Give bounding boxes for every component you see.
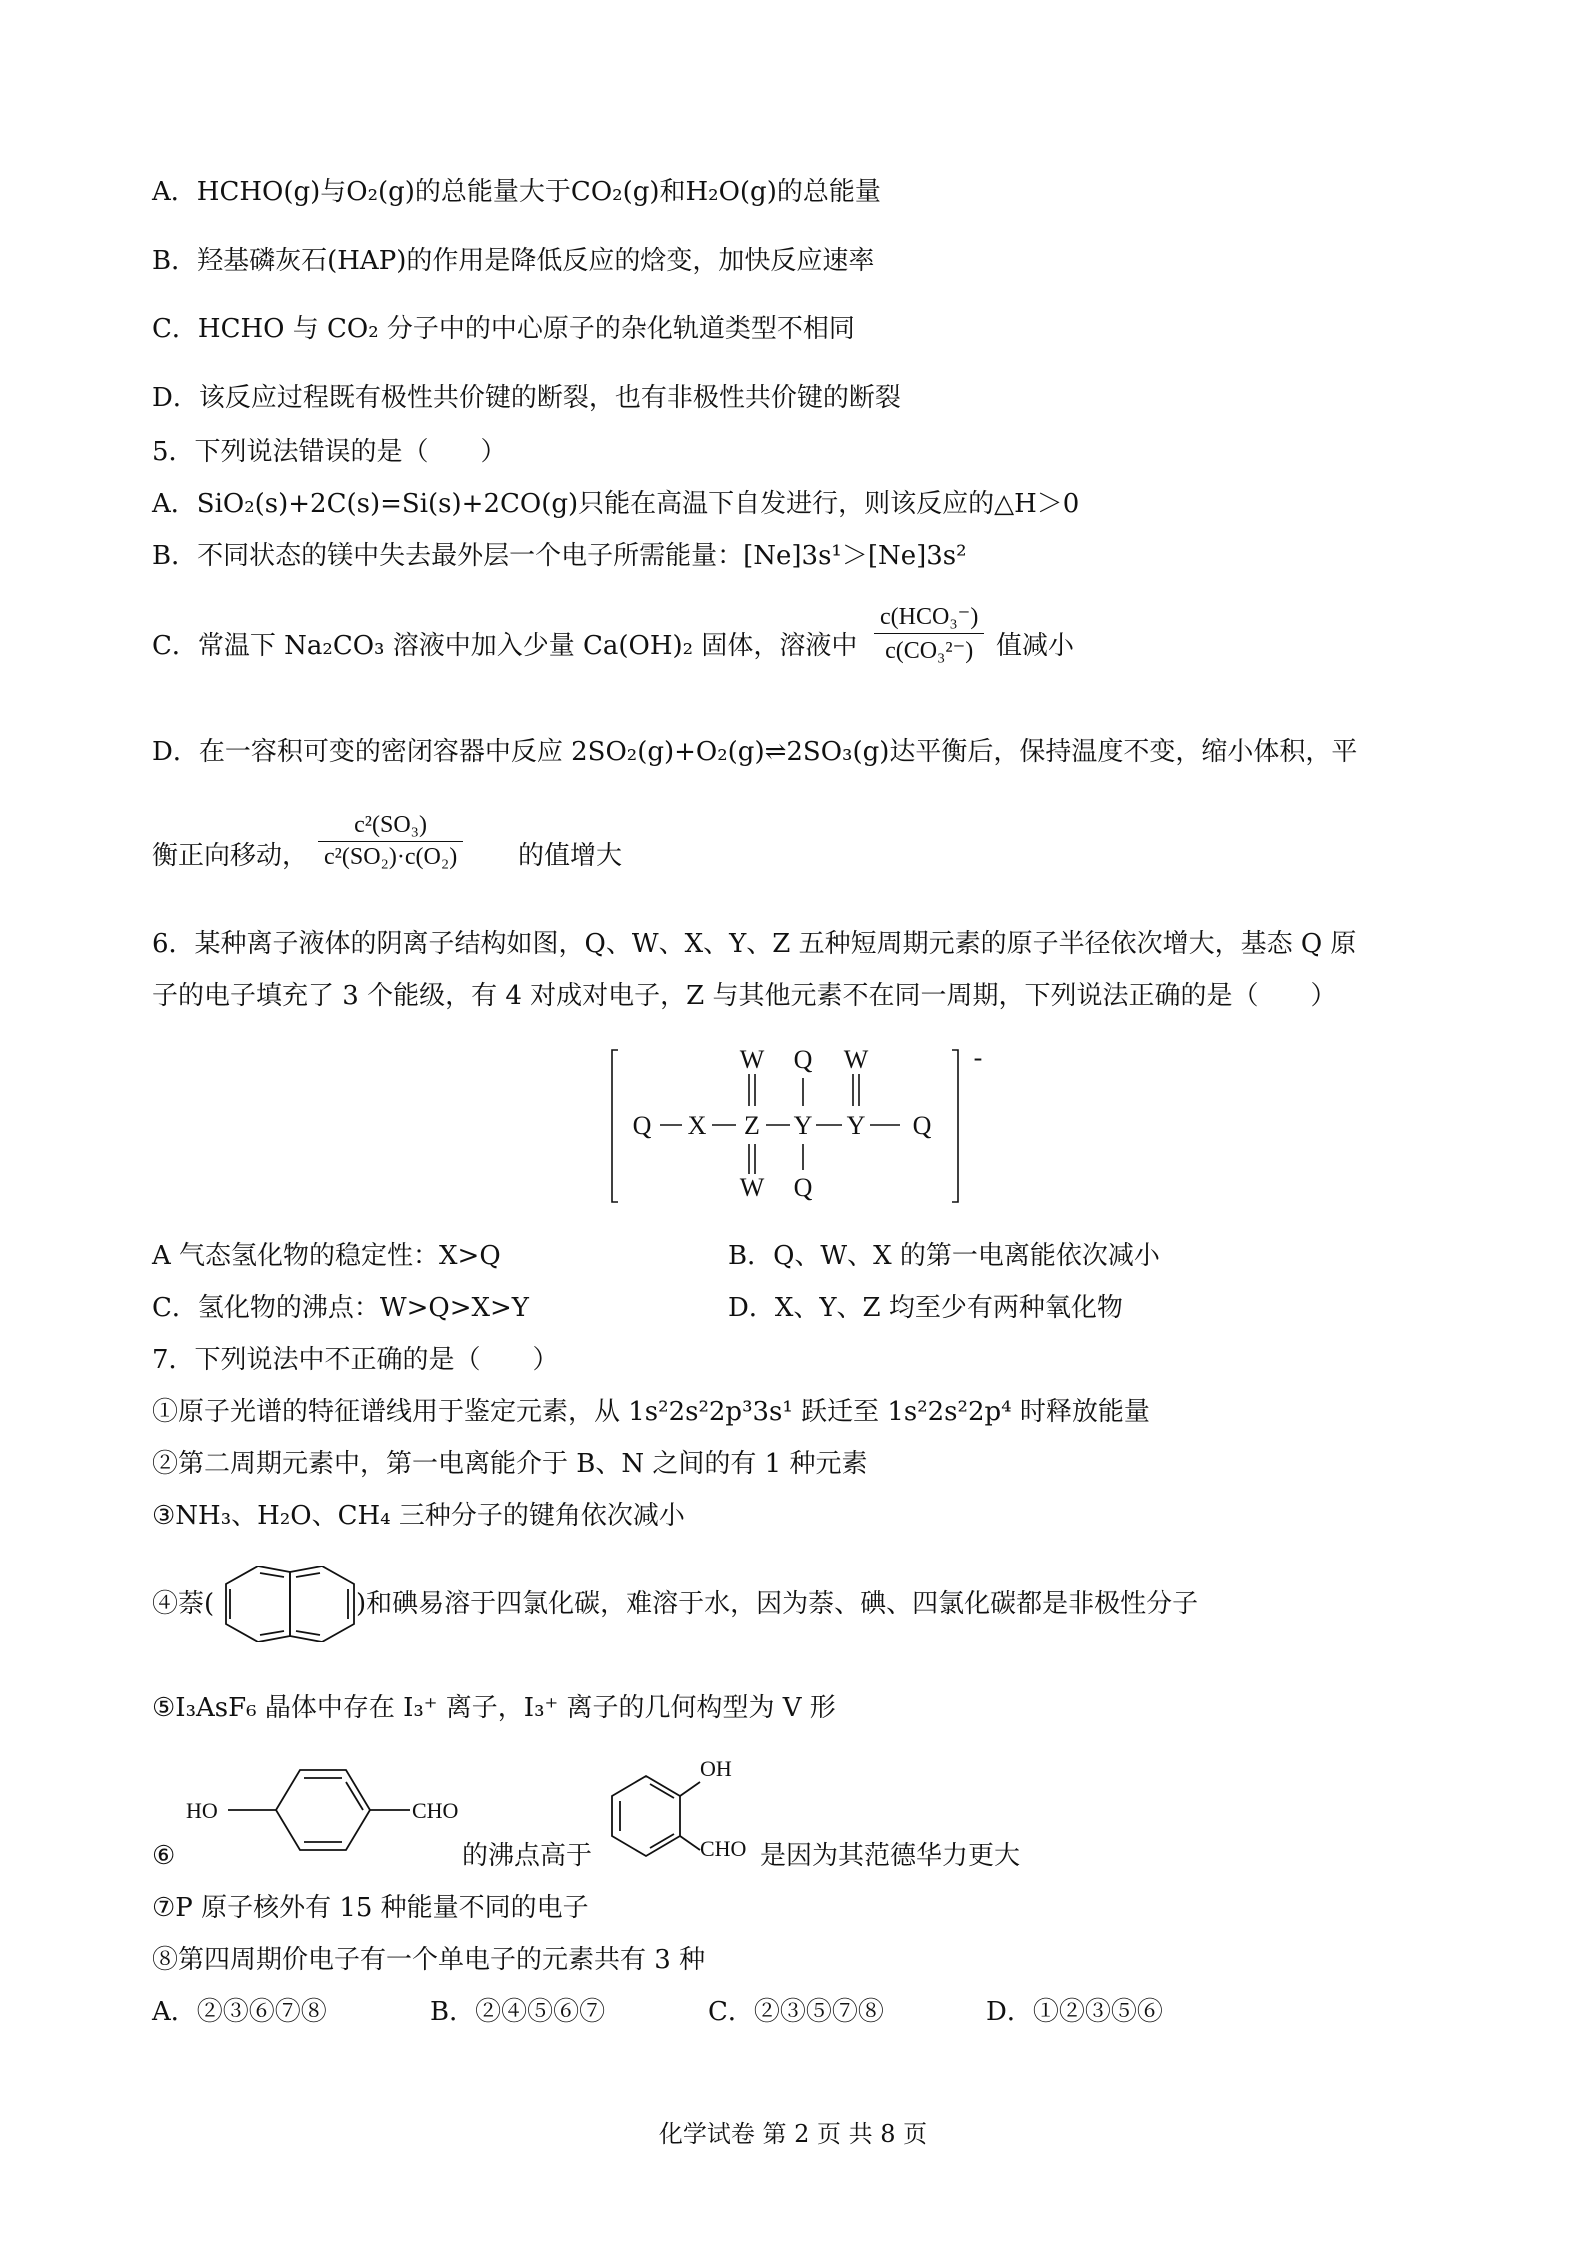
fraction-numerator: c²(SO₃) <box>354 812 428 838</box>
atom-y: Y <box>793 1111 813 1140</box>
atom-x: X <box>687 1111 707 1140</box>
q5-option-b: B．不同状态的镁中失去最外层一个电子所需能量：[Ne]3s¹＞[Ne]3s² <box>152 541 967 571</box>
q4-option-d: D．该反应过程既有极性共价键的断裂，也有非极性共价键的断裂 <box>152 383 901 413</box>
atom-q: Q <box>793 1173 813 1202</box>
q7-statement-4: )和碘易溶于四氯化碳，难溶于水，因为萘、碘、四氯化碳都是非极性分子 <box>356 1589 1199 1619</box>
q5-stem: 5．下列说法错误的是（ ） <box>152 437 507 467</box>
fraction-denominator: c(CO₃²⁻) <box>885 638 974 664</box>
q5-option-c-fraction <box>874 602 984 665</box>
q5-option-c-text: C．常温下 Na₂CO₃ 溶液中加入少量 Ca(OH)₂ 固体，溶液中 <box>152 631 858 661</box>
q7-statement-2: ②第二周期元素中，第一电离能介于 B、N 之间的有 1 种元素 <box>152 1449 868 1479</box>
atom-q: Q <box>632 1111 652 1140</box>
fraction-numerator: c(HCO₃⁻) <box>880 604 979 630</box>
aldehyde-group-label: CHO <box>412 1798 459 1823</box>
q5-option-d-text: 衡正向移动， <box>152 841 309 871</box>
aldehyde-group-label: CHO <box>700 1836 747 1861</box>
atom-z: Z <box>744 1111 760 1140</box>
left-bracket <box>612 1050 618 1202</box>
q7-option-c: C．②③⑤⑦⑧ <box>708 1997 884 2027</box>
q5-option-d-line1: D．在一容积可变的密闭容器中反应 2SO₂(g)+O₂(g)⇌2SO₃(g)达平衡后，保持温度不变，缩小体积，平 <box>152 737 1358 767</box>
q7-statement-1: ①原子光谱的特征谱线用于鉴定元素，从 1s²2s²2p³3s¹ 跃迁至 1s²2s²2p⁴ 时释放能量 <box>152 1397 1150 1427</box>
q6-option-c: C．氢化物的沸点：W>Q>X>Y <box>152 1293 529 1323</box>
q7-stem: 7．下列说法中不正确的是（ ） <box>152 1345 559 1375</box>
ortho-hydroxybenzaldehyde-structure <box>600 1756 770 1874</box>
q7-statement-7: ⑦P 原子核外有 15 种能量不同的电子 <box>152 1893 589 1923</box>
naphthalene-structure <box>220 1566 360 1642</box>
q5-option-d-tail: 的值增大 <box>518 841 623 871</box>
atom-w: W <box>739 1045 765 1074</box>
q6-option-a: A 气态氢化物的稳定性：X>Q <box>152 1241 501 1271</box>
atom-w: W <box>739 1173 765 1202</box>
q6-stem-line2: 子的电子填充了 3 个能级，有 4 对成对电子，Z 与其他元素不在同一周期，下列说法正确的是（ ） <box>152 981 1337 1011</box>
q7-statement-5: ⑤I₃AsF₆ 晶体中存在 I₃⁺ 离子，I₃⁺ 离子的几何构型为 V 形 <box>152 1693 836 1723</box>
q7-statement-4-prefix: ④萘( <box>152 1589 215 1619</box>
q6-stem-line1: 6．某种离子液体的阴离子结构如图，Q、W、X、Y、Z 五种短周期元素的原子半径依次增大，基态 Q 原 <box>152 929 1357 959</box>
charge-sign: - <box>973 1043 983 1072</box>
q7-option-a: A．②③⑥⑦⑧ <box>152 1997 327 2027</box>
q5-option-c-tail: 值减小 <box>996 631 1075 661</box>
atom-y: Y <box>846 1111 866 1140</box>
fraction-denominator: c²(SO₂)·c(O₂) <box>324 844 458 870</box>
fraction-bar <box>874 633 984 634</box>
q4-option-a: A．HCHO(g)与O₂(g)的总能量大于CO₂(g)和H₂O(g)的总能量 <box>152 177 881 207</box>
hydroxyl-group-label: HO <box>186 1798 218 1823</box>
q6-option-b: B．Q、W、X 的第一电离能依次减小 <box>728 1241 1160 1271</box>
page-footer: 化学试卷 第 2 页 共 8 页 <box>658 2120 928 2148</box>
q7-statement-8: ⑧第四周期价电子有一个单电子的元素共有 3 种 <box>152 1945 706 1975</box>
right-bracket <box>952 1050 958 1202</box>
q7-option-d: D．①②③⑤⑥ <box>986 1997 1163 2027</box>
q7-statement-3: ③NH₃、H₂O、CH₄ 三种分子的键角依次减小 <box>152 1501 685 1531</box>
atom-w: W <box>843 1045 869 1074</box>
q4-option-c: C．HCHO 与 CO₂ 分子中的中心原子的杂化轨道类型不相同 <box>152 314 855 344</box>
hydroxyl-group-label: OH <box>700 1756 732 1781</box>
atom-q: Q <box>793 1045 813 1074</box>
atom-q: Q <box>912 1111 932 1140</box>
anion-structure-diagram <box>600 1040 1000 1210</box>
q4-option-b: B．羟基磷灰石(HAP)的作用是降低反应的焓变，加快反应速率 <box>152 246 875 276</box>
q7-option-b: B．②④⑤⑥⑦ <box>430 1997 606 2027</box>
q5-option-d-fraction <box>318 812 463 871</box>
q7-statement-6-number: ⑥ <box>152 1841 176 1871</box>
q7-statement-6-middle: 的沸点高于 <box>462 1841 593 1871</box>
q6-option-d: D．X、Y、Z 均至少有两种氧化物 <box>728 1293 1123 1323</box>
q5-option-a: A．SiO₂(s)+2C(s)=Si(s)+2CO(g)只能在高温下自发进行，则该反应的△H＞0 <box>152 489 1080 519</box>
q7-statement-6: 是因为其范德华力更大 <box>760 1841 1021 1871</box>
fraction-bar <box>318 841 463 842</box>
para-hydroxybenzaldehyde-structure <box>180 1760 470 1870</box>
